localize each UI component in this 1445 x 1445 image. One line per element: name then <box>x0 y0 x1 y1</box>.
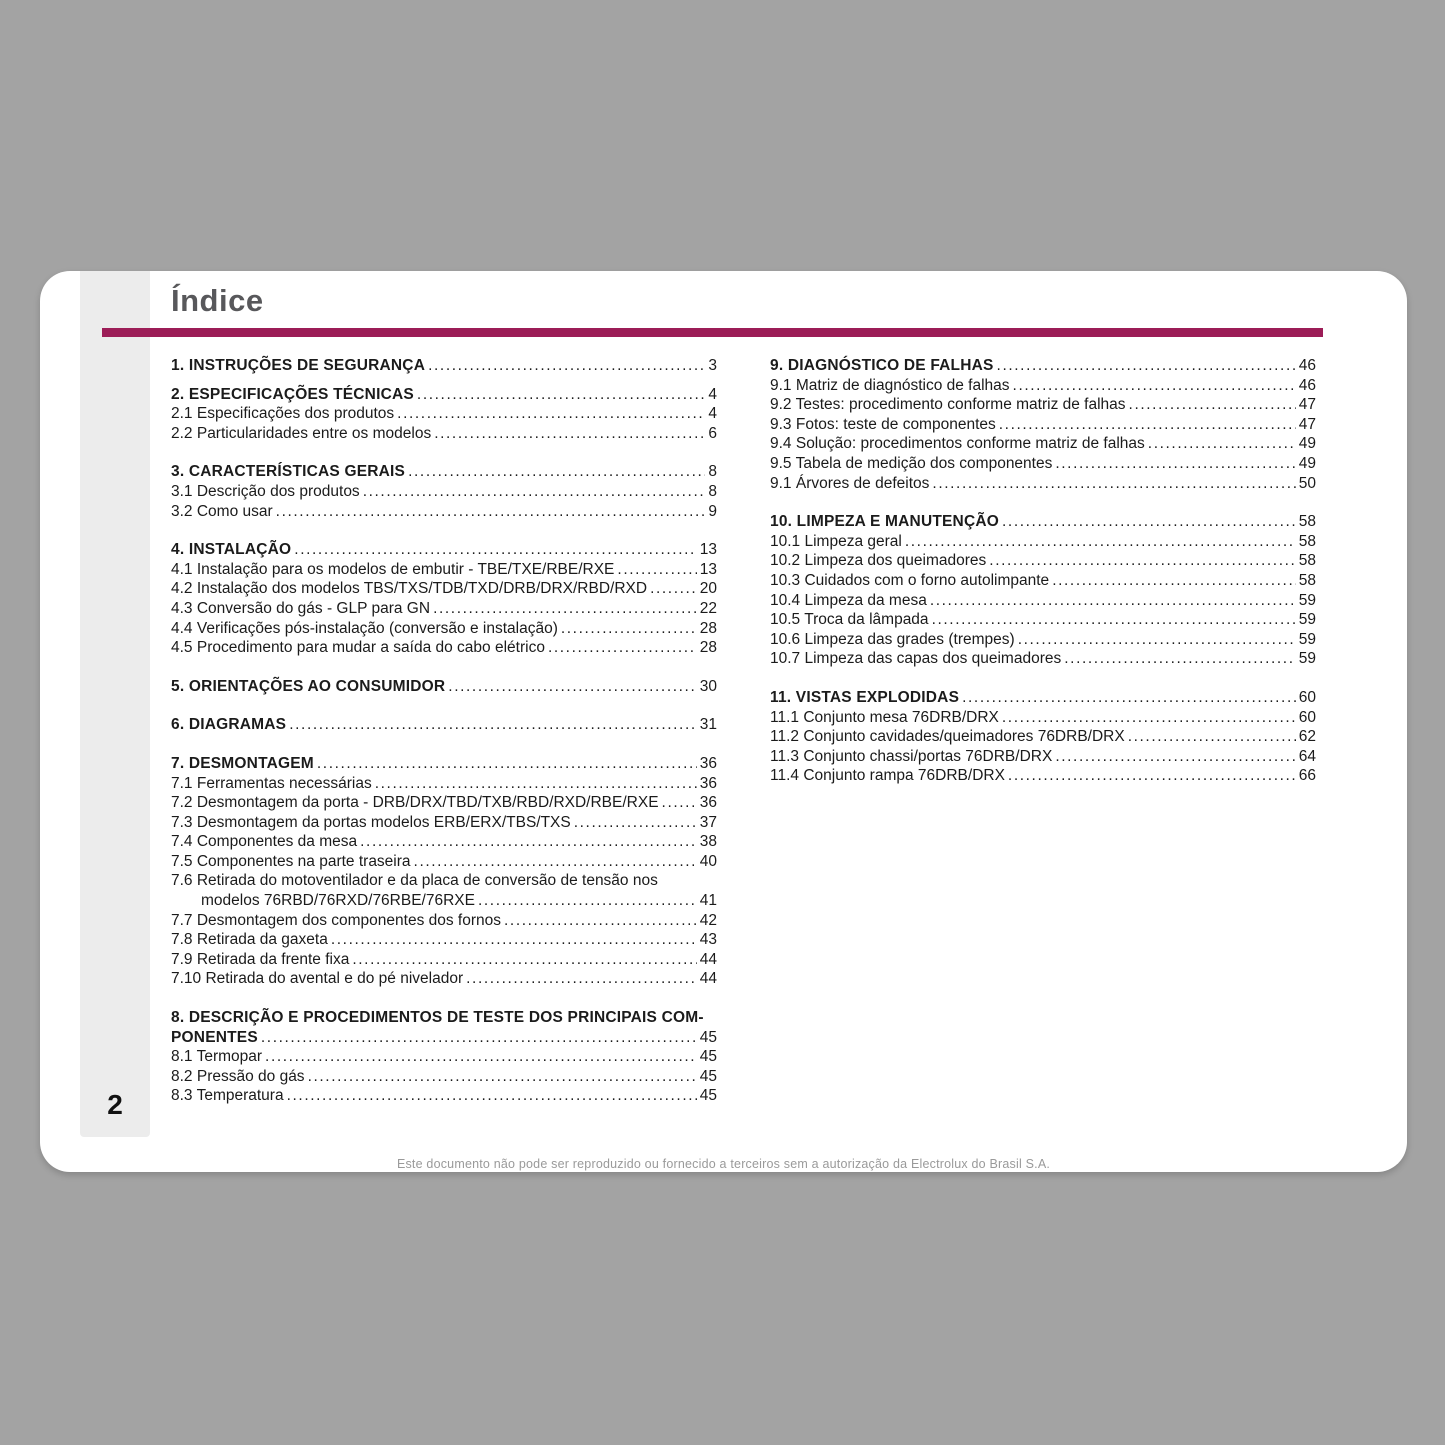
toc-entry-page: 46 <box>1298 357 1316 374</box>
dot-leader <box>1148 434 1296 454</box>
dot-leader <box>408 462 705 482</box>
toc-group <box>171 1008 717 1106</box>
toc-entry-page: 13 <box>699 560 717 578</box>
dot-leader <box>1128 727 1296 747</box>
toc-entry <box>171 385 717 405</box>
toc-entry-page: 44 <box>699 970 717 988</box>
toc-entry-page: 59 <box>1298 611 1316 629</box>
toc-entry <box>770 727 1316 747</box>
toc-entry-label: 4.3 Conversão do gás - GLP para GN <box>171 599 431 617</box>
toc-entry-label: 8.1 Termopar <box>171 1048 263 1066</box>
page-number: 2 <box>107 1089 123 1120</box>
toc-entry-page: 30 <box>699 677 717 695</box>
toc-columns <box>171 356 1316 1125</box>
toc-entry <box>770 571 1316 591</box>
toc-entry <box>770 591 1316 611</box>
toc-entry-page: 44 <box>699 950 717 968</box>
toc-entry-label: 4. INSTALAÇÃO <box>171 541 292 559</box>
toc-entry-label: 9.3 Fotos: teste de componentes <box>770 415 996 433</box>
toc-entry-page: 62 <box>1298 728 1316 746</box>
toc-entry-page: 59 <box>1298 591 1316 609</box>
toc-entry-label: 3.2 Como usar <box>171 502 273 520</box>
page-card <box>40 271 1407 1172</box>
toc-entry <box>171 813 717 833</box>
dot-leader <box>962 688 1296 708</box>
toc-entry-label: 2. ESPECIFICAÇÕES TÉCNICAS <box>171 385 414 403</box>
toc-entry-label: 10.6 Limpeza das grades (trempes) <box>770 630 1015 648</box>
toc-entry-label: 2.2 Particularidades entre os modelos <box>171 424 432 442</box>
dot-leader <box>414 852 697 872</box>
toc-entry-label: 10.3 Cuidados com o forno autolimpante <box>770 571 1050 589</box>
title-rule <box>102 328 1323 337</box>
toc-entry-page: 60 <box>1298 688 1316 706</box>
toc-entry <box>770 649 1316 669</box>
toc-entry-page: 59 <box>1298 630 1316 648</box>
dot-leader <box>428 356 705 376</box>
toc-entry-label: 7.6 Retirada do motoventilador e da placa de conversão de tensão nos <box>171 872 658 890</box>
toc-entry <box>770 708 1316 728</box>
toc-entry-page: 49 <box>1298 435 1316 453</box>
toc-entry <box>171 1008 717 1028</box>
toc-entry <box>171 599 717 619</box>
sidebar-strip <box>80 271 150 1137</box>
toc-entry-label: 10.1 Limpeza geral <box>770 532 902 550</box>
dot-leader <box>504 911 697 931</box>
dot-leader <box>999 415 1296 435</box>
toc-entry-label: 9. DIAGNÓSTICO DE FALHAS <box>770 357 994 374</box>
toc-group <box>171 677 717 697</box>
toc-entry-page: 46 <box>1298 376 1316 394</box>
toc-entry <box>171 424 717 444</box>
toc-entry-page: 45 <box>699 1048 717 1066</box>
toc-entry-label: 4.4 Verificações pós-instalação (conversão e instalação) <box>171 619 558 637</box>
toc-entry <box>171 969 717 989</box>
toc-entry <box>171 754 717 774</box>
toc-entry-label: 7.9 Retirada da frente fixa <box>171 950 350 968</box>
toc-entry <box>171 1047 717 1067</box>
toc-entry <box>770 454 1316 474</box>
toc-entry-label: 8.3 Temperatura <box>171 1087 284 1105</box>
toc-entry-label: 11.1 Conjunto mesa 76DRB/DRX <box>770 708 999 726</box>
toc-entry-page: 8 <box>708 463 717 481</box>
toc-entry-page: 3 <box>708 357 717 374</box>
toc-entry-label: PONENTES <box>171 1028 258 1046</box>
toc-entry <box>171 638 717 658</box>
toc-entry-page: 9 <box>708 502 717 520</box>
toc-entry <box>770 356 1316 376</box>
dot-leader <box>1052 571 1296 591</box>
toc-entry-page: 58 <box>1298 552 1316 570</box>
toc-entry-page: 59 <box>1298 650 1316 668</box>
toc-group <box>171 462 717 521</box>
dot-leader <box>287 1086 697 1106</box>
toc-entry <box>171 677 717 697</box>
toc-entry-page: 20 <box>699 580 717 598</box>
toc-entry-page: 36 <box>699 774 717 792</box>
dot-leader <box>417 385 705 405</box>
toc-entry-page: 40 <box>699 852 717 870</box>
toc-entry-page: 36 <box>699 794 717 812</box>
toc-entry <box>770 532 1316 552</box>
toc-entry <box>171 619 717 639</box>
toc-entry-page: 43 <box>699 931 717 949</box>
footer-note: Este documento não pode ser reproduzido ou fornecido a terceiros sem a autorização da Electrolux do Brasil S.A. <box>396 1157 1051 1171</box>
dot-leader <box>433 599 697 619</box>
dot-leader <box>265 1047 697 1067</box>
dot-leader <box>932 474 1295 494</box>
toc-entry-page: 8 <box>708 482 717 500</box>
toc-group <box>171 385 717 444</box>
toc-entry-page: 31 <box>699 716 717 734</box>
toc-entry-label: 7.5 Componentes na parte traseira <box>171 852 411 870</box>
dot-leader <box>276 502 706 522</box>
toc-entry-label: 10.2 Limpeza dos queimadores <box>770 552 987 570</box>
toc-entry-page: 42 <box>699 911 717 929</box>
toc-entry-page: 50 <box>1298 474 1316 492</box>
toc-entry-label: 9.5 Tabela de medição dos componentes <box>770 454 1053 472</box>
toc-entry-label: 7.10 Retirada do avental e do pé nivelador <box>171 970 464 988</box>
dot-leader <box>1002 708 1296 728</box>
toc-entry <box>171 930 717 950</box>
toc-entry <box>171 715 717 735</box>
dot-leader <box>331 930 697 950</box>
toc-entry-page: 47 <box>1298 415 1316 433</box>
toc-entry-label: 1. INSTRUÇÕES DE SEGURANÇA <box>171 357 426 374</box>
toc-group <box>171 715 717 735</box>
toc-entry-page: 64 <box>1298 747 1316 765</box>
toc-entry-label: 4.5 Procedimento para mudar a saída do cabo elétrico <box>171 639 545 657</box>
toc-entry-label: 7. DESMONTAGEM <box>171 754 314 772</box>
toc-entry-page: 41 <box>699 892 717 910</box>
page-title: Índice <box>171 283 264 318</box>
dot-leader <box>360 832 697 852</box>
toc-entry <box>171 1067 717 1087</box>
toc-entry-page: 37 <box>699 813 717 831</box>
toc-entry-page: 13 <box>699 541 717 559</box>
dot-leader <box>1129 395 1296 415</box>
toc-entry-page: 47 <box>1298 396 1316 414</box>
dot-leader <box>434 424 705 444</box>
dot-leader <box>905 532 1296 552</box>
toc-entry <box>171 911 717 931</box>
toc-entry-page: 66 <box>1298 767 1316 785</box>
toc-entry-label: 7.8 Retirada da gaxeta <box>171 931 328 949</box>
toc-entry-label: 10.7 Limpeza das capas dos queimadores <box>770 650 1062 668</box>
toc-entry-label: 9.1 Matriz de diagnóstico de falhas <box>770 376 1010 394</box>
toc-entry-page: 22 <box>699 599 717 617</box>
dot-leader <box>662 793 697 813</box>
toc-entry <box>171 891 717 911</box>
dot-leader <box>466 969 697 989</box>
dot-leader <box>1018 630 1296 650</box>
dot-leader <box>478 891 697 911</box>
toc-entry-page: 4 <box>708 385 717 403</box>
toc-entry <box>171 560 717 580</box>
toc-group <box>770 512 1316 669</box>
toc-entry <box>171 1028 717 1048</box>
toc-entry-page: 45 <box>699 1087 717 1105</box>
toc-entry-label: 9.2 Testes: procedimento conforme matriz de falhas <box>770 396 1126 414</box>
dot-leader <box>289 715 697 735</box>
toc-entry-label: 6. DIAGRAMAS <box>171 716 287 734</box>
toc-entry-label: 3. CARACTERÍSTICAS GERAIS <box>171 463 406 481</box>
toc-entry <box>171 482 717 502</box>
toc-entry-label: 7.7 Desmontagem dos componentes dos fornos <box>171 911 501 929</box>
toc-entry <box>770 474 1316 494</box>
toc-entry-label: 8.2 Pressão do gás <box>171 1067 305 1085</box>
dot-leader <box>308 1067 697 1087</box>
toc-entry <box>770 395 1316 415</box>
toc-group <box>171 540 717 658</box>
toc-entry <box>171 462 717 482</box>
dot-leader <box>317 754 697 774</box>
toc-group <box>171 356 717 376</box>
toc-entry <box>171 502 717 522</box>
toc-entry <box>171 793 717 813</box>
dot-leader <box>1008 766 1296 786</box>
dot-leader <box>294 540 696 560</box>
toc-entry <box>770 376 1316 396</box>
toc-entry-label: 10. LIMPEZA E MANUTENÇÃO <box>770 513 999 531</box>
toc-entry <box>171 356 717 376</box>
dot-leader <box>561 619 697 639</box>
dot-leader <box>932 610 1296 630</box>
toc-entry <box>770 747 1316 767</box>
toc-entry-label: 7.1 Ferramentas necessárias <box>171 774 372 792</box>
toc-entry <box>171 950 717 970</box>
dot-leader <box>650 579 697 599</box>
toc-group <box>770 688 1316 786</box>
dot-leader <box>1064 649 1296 669</box>
toc-entry-label: 3.1 Descrição dos produtos <box>171 482 360 500</box>
toc-entry-label: 5. ORIENTAÇÕES AO CONSUMIDOR <box>171 677 446 695</box>
toc-entry <box>171 540 717 560</box>
toc-entry <box>171 579 717 599</box>
toc-entry-page: 38 <box>699 833 717 851</box>
toc-entry-page: 58 <box>1298 513 1316 531</box>
toc-entry <box>171 871 717 891</box>
toc-entry-label: 10.4 Limpeza da mesa <box>770 591 927 609</box>
toc-entry-label: 4.2 Instalação dos modelos TBS/TXS/TDB/TXD/DRB/DRX/RBD/RXD <box>171 580 648 598</box>
toc-entry <box>770 610 1316 630</box>
dot-leader <box>617 560 696 580</box>
toc-entry-page: 28 <box>699 639 717 657</box>
dot-leader <box>352 950 696 970</box>
dot-leader <box>997 356 1296 376</box>
toc-entry <box>770 434 1316 454</box>
toc-entry-label: 10.5 Troca da lâmpada <box>770 611 929 629</box>
toc-entry-label: 7.2 Desmontagem da porta - DRB/DRX/TBD/TXB/RBD/RXD/RBE/RXE <box>171 794 659 812</box>
toc-entry-label: 7.3 Desmontagem da portas modelos ERB/ERX/TBS/TXS <box>171 813 571 831</box>
toc-entry <box>770 630 1316 650</box>
dot-leader <box>261 1028 697 1048</box>
toc-entry <box>171 404 717 424</box>
dot-leader <box>397 404 705 424</box>
toc-entry-page: 58 <box>1298 571 1316 589</box>
toc-entry-page: 28 <box>699 619 717 637</box>
toc-entry <box>770 512 1316 532</box>
toc-entry-label: 8. DESCRIÇÃO E PROCEDIMENTOS DE TESTE DOS PRINCIPAIS COM- <box>171 1009 704 1027</box>
toc-entry-page: 60 <box>1298 708 1316 726</box>
toc-entry-label: 9.1 Árvores de defeitos <box>770 474 930 492</box>
toc-entry-label: 11.3 Conjunto chassi/portas 76DRB/DRX <box>770 747 1053 765</box>
toc-entry-page: 6 <box>708 424 717 442</box>
toc-entry-label: modelos 76RBD/76RXD/76RBE/76RXE <box>201 892 475 910</box>
toc-entry <box>171 1086 717 1106</box>
toc-entry-page: 4 <box>708 405 717 423</box>
toc-entry-page: 45 <box>699 1028 717 1046</box>
toc-entry-page: 36 <box>699 754 717 772</box>
dot-leader <box>1055 747 1295 767</box>
toc-group <box>770 356 1316 493</box>
toc-column-left <box>171 356 717 1125</box>
toc-entry-label: 9.4 Solução: procedimentos conforme matriz de falhas <box>770 435 1145 453</box>
dot-leader <box>1013 376 1296 396</box>
toc-entry-label: 7.4 Componentes da mesa <box>171 833 358 851</box>
toc-entry <box>770 688 1316 708</box>
toc-entry <box>770 766 1316 786</box>
dot-leader <box>1002 512 1296 532</box>
toc-entry-label: 11.2 Conjunto cavidades/queimadores 76DRB/DRX <box>770 728 1125 746</box>
toc-entry-label: 2.1 Especificações dos produtos <box>171 405 395 423</box>
toc-entry <box>770 415 1316 435</box>
toc-group <box>171 754 717 989</box>
toc-entry-label: 11.4 Conjunto rampa 76DRB/DRX <box>770 767 1005 785</box>
dot-leader <box>1055 454 1295 474</box>
toc-entry <box>171 852 717 872</box>
toc-entry-page: 58 <box>1298 532 1316 550</box>
dot-leader <box>574 813 697 833</box>
dot-leader <box>548 638 697 658</box>
toc-entry-page: 49 <box>1298 454 1316 472</box>
toc-column-right <box>770 356 1316 805</box>
dot-leader <box>448 677 696 697</box>
dot-leader <box>930 591 1296 611</box>
toc-entry <box>171 832 717 852</box>
toc-entry <box>770 551 1316 571</box>
toc-entry-label: 11. VISTAS EXPLODIDAS <box>770 688 960 706</box>
dot-leader <box>989 551 1295 571</box>
dot-leader <box>375 774 697 794</box>
toc-entry-label: 4.1 Instalação para os modelos de embutir - TBE/TXE/RBE/RXE <box>171 560 615 578</box>
toc-entry <box>171 774 717 794</box>
toc-entry-page: 45 <box>699 1067 717 1085</box>
dot-leader <box>363 482 706 502</box>
